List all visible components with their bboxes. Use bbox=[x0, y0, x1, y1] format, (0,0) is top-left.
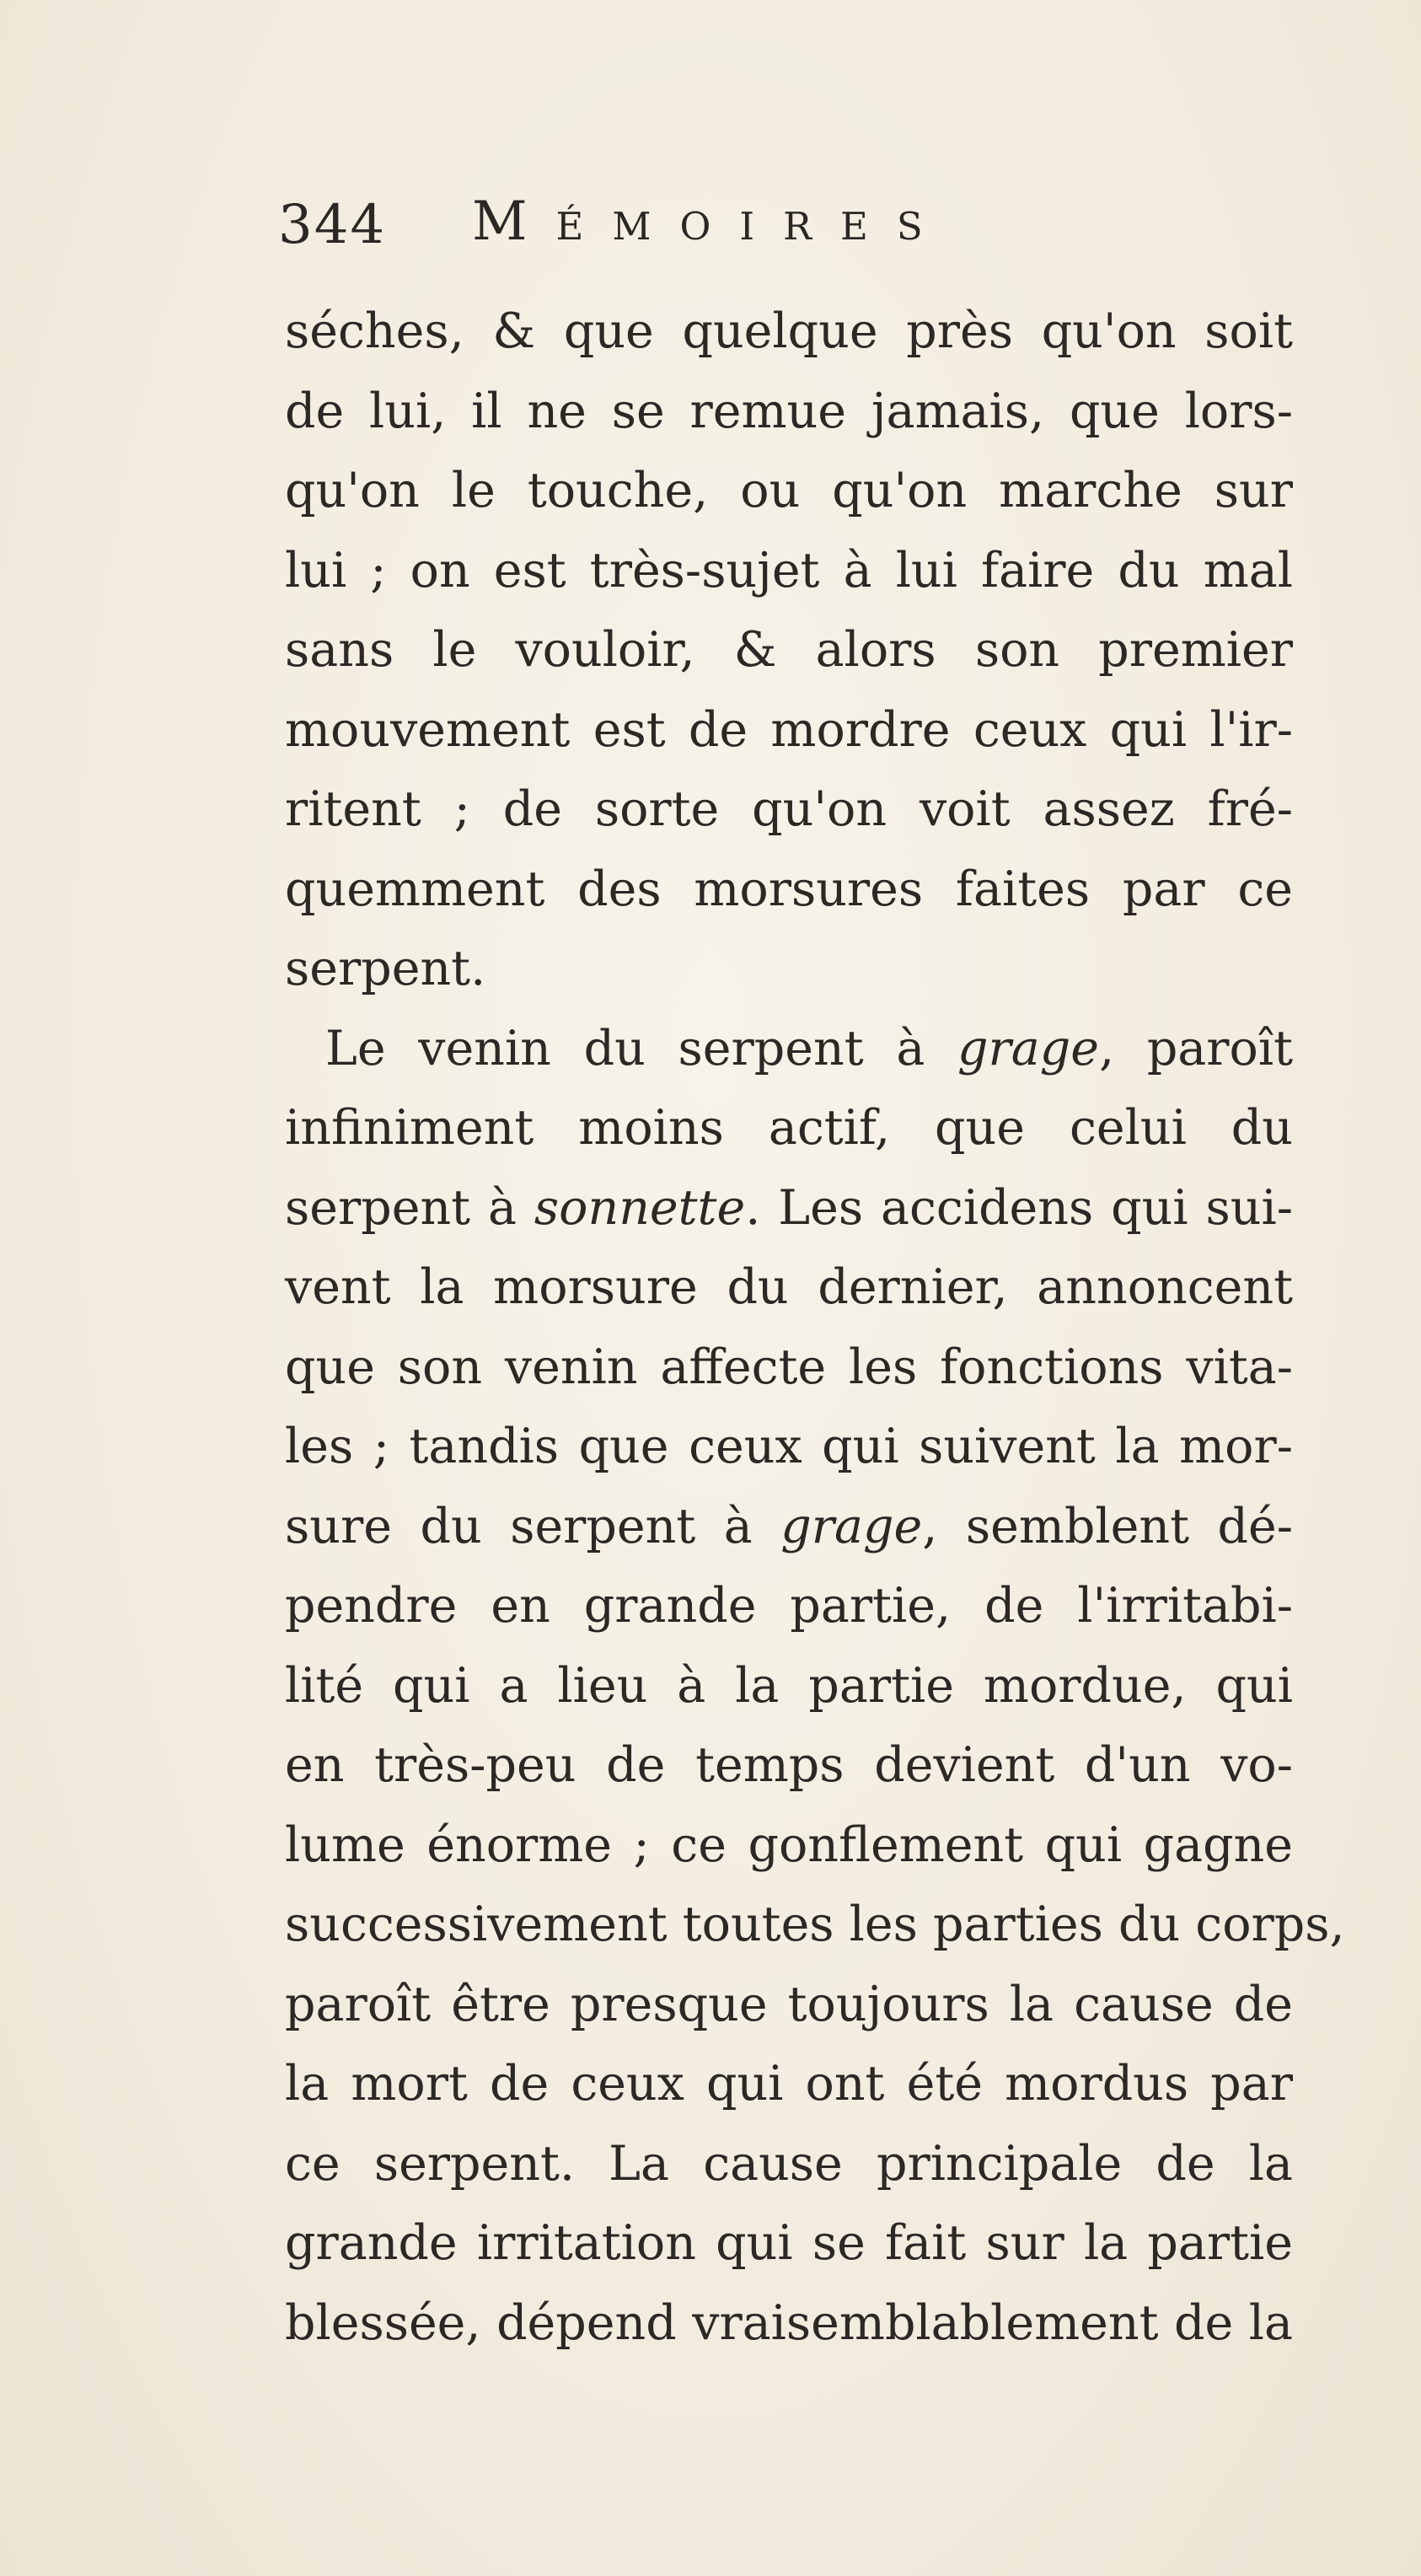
text-line: successivement toutes les parties du corps, bbox=[285, 1897, 1345, 1952]
text-line: lume énorme ; ce gonflement qui gagne bbox=[285, 1817, 1293, 1873]
body-text bbox=[285, 292, 1347, 2363]
text-line: sans le vouloir, & alors son premier bbox=[285, 622, 1293, 678]
text-line: qu'on le touche, ou qu'on marche sur bbox=[285, 463, 1293, 518]
text-line: pendre en grande partie, de l'irritabi- bbox=[285, 1578, 1293, 1634]
text-line: sure du serpent à grage, semblent dé- bbox=[285, 1498, 1293, 1554]
text-line: les ; tandis que ceux qui suivent la mor- bbox=[285, 1419, 1293, 1474]
text-line: la mort de ceux qui ont été mordus par bbox=[285, 2056, 1293, 2112]
page-header bbox=[278, 175, 1121, 268]
text-line: lui ; on est très-sujet à lui faire du mal bbox=[285, 542, 1293, 598]
text-line: grande irritation qui se fait sur la partie bbox=[285, 2215, 1293, 2271]
text-line: séches, & que quelque près qu'on soit bbox=[285, 303, 1293, 359]
text-line: serpent. bbox=[285, 941, 486, 996]
text-line: paroît être presque toujours la cause de bbox=[285, 1976, 1293, 2032]
text-line: quemment des morsures faites par ce bbox=[285, 861, 1293, 917]
text-line: infiniment moins actif, que celui du bbox=[285, 1100, 1293, 1156]
paragraph-start-line: Le venin du serpent à grage, paroît bbox=[325, 1020, 1293, 1076]
page-number: 344 bbox=[278, 194, 387, 256]
text-line: serpent à sonnette. Les accidens qui sui- bbox=[285, 1179, 1293, 1236]
text-line: de lui, il ne se remue jamais, que lors- bbox=[285, 383, 1293, 439]
text-line: en très-peu de temps devient d'un vo- bbox=[285, 1737, 1293, 1793]
text-line: vent la morsure du dernier, annoncent bbox=[285, 1259, 1293, 1315]
running-title: Mémoires bbox=[472, 191, 952, 253]
text-line: ritent ; de sorte qu'on voit assez fré- bbox=[285, 781, 1293, 837]
text-line: blessée, dépend vraisemblablement de la bbox=[285, 2294, 1293, 2351]
text-line: que son venin affecte les fonctions vita- bbox=[285, 1339, 1293, 1395]
text-line: lité qui a lieu à la partie mordue, qui bbox=[285, 1657, 1293, 1714]
text-line: ce serpent. La cause principale de la bbox=[285, 2135, 1293, 2192]
text-line: mouvement est de mordre ceux qui l'ir- bbox=[285, 701, 1293, 758]
